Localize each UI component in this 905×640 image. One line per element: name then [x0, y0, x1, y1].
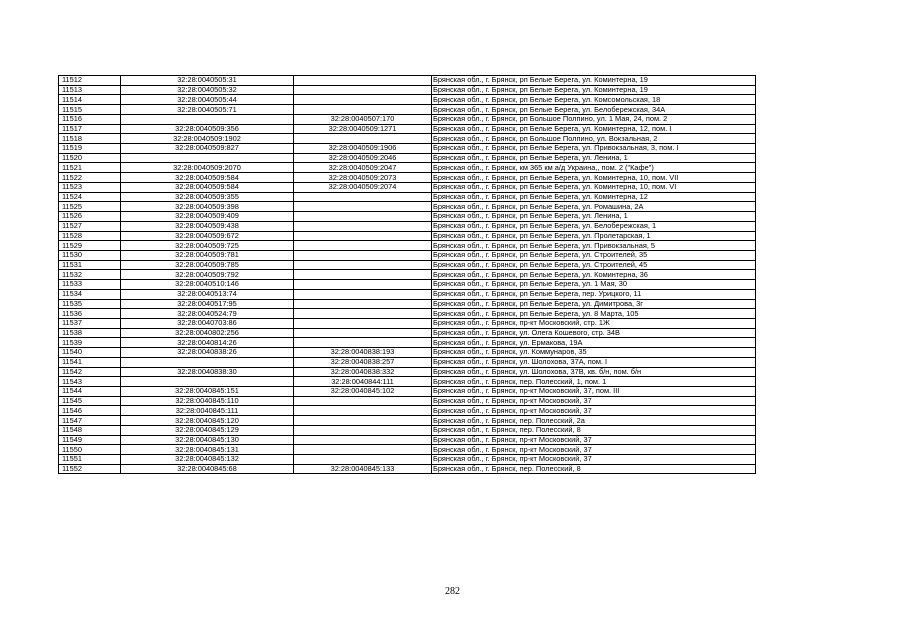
parcel-number-cell: 32:28:0040509:725	[121, 241, 294, 251]
row-number-cell: 11536	[59, 309, 121, 319]
row-number-cell: 11550	[59, 445, 121, 455]
row-number-cell: 11543	[59, 377, 121, 387]
table-row	[59, 299, 756, 309]
address-cell: Брянская обл., г. Брянск, рп Белые Берега, ул. Белобережская, 34А	[432, 105, 756, 115]
row-number-cell: 11521	[59, 163, 121, 173]
row-number-cell: 11541	[59, 357, 121, 367]
table-row	[59, 377, 756, 387]
row-number-cell: 11512	[59, 76, 121, 86]
object-number-cell: 32:28:0040507:170	[294, 114, 432, 124]
object-number-cell	[294, 95, 432, 105]
table-row	[59, 114, 756, 124]
object-number-cell: 32:28:0040509:2073	[294, 173, 432, 183]
address-cell: Брянская обл., г. Брянск, км 365 км а/д Украина,, пом. 2 ("Кафе")	[432, 163, 756, 173]
object-number-cell	[294, 212, 432, 222]
address-cell: Брянская обл., г. Брянск, рп Белые Берега, ул. Коминтерна, 12, пом. I	[432, 124, 756, 134]
row-number-cell: 11530	[59, 250, 121, 260]
object-number-cell: 32:28:0040509:2047	[294, 163, 432, 173]
parcel-number-cell: 32:28:0040509:584	[121, 182, 294, 192]
table-row	[59, 309, 756, 319]
parcel-number-cell: 32:28:0040510:146	[121, 280, 294, 290]
object-number-cell	[294, 455, 432, 465]
table-row	[59, 221, 756, 231]
address-cell: Брянская обл., г. Брянск, рп Белые Берега, ул. Строителей, 45	[432, 260, 756, 270]
row-number-cell: 11523	[59, 182, 121, 192]
row-number-cell: 11537	[59, 318, 121, 328]
property-table-body	[59, 76, 756, 474]
object-number-cell	[294, 134, 432, 144]
address-cell: Брянская обл., г. Брянск, рп Белые Берега, ул. Строителей, 35	[432, 250, 756, 260]
object-number-cell	[294, 425, 432, 435]
address-cell: Брянская обл., г. Брянск, пр-кт Московский, стр. 1Ж	[432, 318, 756, 328]
address-cell: Брянская обл., г. Брянск, рп Белые Берега, ул. Коминтерна, 19	[432, 76, 756, 86]
parcel-number-cell: 32:28:0040505:32	[121, 85, 294, 95]
address-cell: Брянская обл., г. Брянск, рп Большое Полпино, ул. 1 Мая, 24, пом. 2	[432, 114, 756, 124]
parcel-number-cell: 32:28:0040509:1902	[121, 134, 294, 144]
table-row	[59, 367, 756, 377]
object-number-cell	[294, 396, 432, 406]
row-number-cell: 11532	[59, 270, 121, 280]
parcel-number-cell: 32:28:0040845:131	[121, 445, 294, 455]
table-row	[59, 396, 756, 406]
table-row	[59, 260, 756, 270]
address-cell: Брянская обл., г. Брянск, рп Белые Берега, ул. Привокзальная, 5	[432, 241, 756, 251]
parcel-number-cell: 32:28:0040509:398	[121, 202, 294, 212]
object-number-cell	[294, 192, 432, 202]
table-row	[59, 416, 756, 426]
object-number-cell	[294, 328, 432, 338]
row-number-cell: 11545	[59, 396, 121, 406]
parcel-number-cell: 32:28:0040509:781	[121, 250, 294, 260]
table-row	[59, 231, 756, 241]
table-row	[59, 163, 756, 173]
property-table-container	[58, 75, 756, 474]
address-cell: Брянская обл., г. Брянск, рп Белые Берега, ул. Ленина, 1	[432, 212, 756, 222]
row-number-cell: 11531	[59, 260, 121, 270]
table-row	[59, 95, 756, 105]
parcel-number-cell: 32:28:0040524:79	[121, 309, 294, 319]
row-number-cell: 11548	[59, 425, 121, 435]
object-number-cell	[294, 76, 432, 86]
table-row	[59, 387, 756, 397]
row-number-cell: 11526	[59, 212, 121, 222]
parcel-number-cell: 32:28:0040845:130	[121, 435, 294, 445]
parcel-number-cell: 32:28:0040517:95	[121, 299, 294, 309]
row-number-cell: 11552	[59, 464, 121, 474]
page-number: 282	[445, 586, 460, 597]
object-number-cell	[294, 309, 432, 319]
parcel-number-cell	[121, 377, 294, 387]
address-cell: Брянская обл., г. Брянск, рп Белые Берега, ул. Привокзальная, 3, пом. I	[432, 144, 756, 154]
table-row	[59, 192, 756, 202]
parcel-number-cell: 32:28:0040703:86	[121, 318, 294, 328]
row-number-cell: 11529	[59, 241, 121, 251]
object-number-cell	[294, 289, 432, 299]
row-number-cell: 11534	[59, 289, 121, 299]
parcel-number-cell: 32:28:0040509:672	[121, 231, 294, 241]
parcel-number-cell: 32:28:0040509:785	[121, 260, 294, 270]
address-cell: Брянская обл., г. Брянск, пр-кт Московский, 37	[432, 435, 756, 445]
object-number-cell	[294, 260, 432, 270]
object-number-cell: 32:28:0040509:2074	[294, 182, 432, 192]
object-number-cell: 32:28:0040509:2046	[294, 153, 432, 163]
object-number-cell: 32:28:0040844:111	[294, 377, 432, 387]
object-number-cell: 32:28:0040509:1271	[294, 124, 432, 134]
address-cell: Брянская обл., г. Брянск, рп Белые Берега, ул. Белобережская, 1	[432, 221, 756, 231]
address-cell: Брянская обл., г. Брянск, пр-кт Московский, 37, пом. III	[432, 387, 756, 397]
address-cell: Брянская обл., г. Брянск, пер. Полесский, 1, пом. 1	[432, 377, 756, 387]
parcel-number-cell: 32:28:0040845:68	[121, 464, 294, 474]
table-row	[59, 212, 756, 222]
object-number-cell	[294, 221, 432, 231]
table-row	[59, 173, 756, 183]
object-number-cell	[294, 231, 432, 241]
parcel-number-cell: 32:28:0040802:256	[121, 328, 294, 338]
object-number-cell	[294, 318, 432, 328]
parcel-number-cell: 32:28:0040513:74	[121, 289, 294, 299]
object-number-cell	[294, 416, 432, 426]
address-cell: Брянская обл., г. Брянск, пр-кт Московский, 37	[432, 455, 756, 465]
row-number-cell: 11533	[59, 280, 121, 290]
object-number-cell	[294, 270, 432, 280]
object-number-cell: 32:28:0040838:257	[294, 357, 432, 367]
row-number-cell: 11516	[59, 114, 121, 124]
row-number-cell: 11518	[59, 134, 121, 144]
parcel-number-cell: 32:28:0040509:2070	[121, 163, 294, 173]
row-number-cell: 11524	[59, 192, 121, 202]
table-row	[59, 289, 756, 299]
property-table	[58, 75, 756, 474]
parcel-number-cell: 32:28:0040845:111	[121, 406, 294, 416]
table-row	[59, 464, 756, 474]
parcel-number-cell	[121, 114, 294, 124]
object-number-cell	[294, 85, 432, 95]
parcel-number-cell: 32:28:0040509:584	[121, 173, 294, 183]
row-number-cell: 11514	[59, 95, 121, 105]
address-cell: Брянская обл., г. Брянск, пер. Полесский, 2а	[432, 416, 756, 426]
address-cell: Брянская обл., г. Брянск, рп Большое Полпино, ул. Вокзальная, 2	[432, 134, 756, 144]
table-row	[59, 202, 756, 212]
table-row	[59, 455, 756, 465]
row-number-cell: 11515	[59, 105, 121, 115]
parcel-number-cell: 32:28:0040838:30	[121, 367, 294, 377]
address-cell: Брянская обл., г. Брянск, рп Белые Берега, ул. Ромашина, 2А	[432, 202, 756, 212]
object-number-cell	[294, 435, 432, 445]
row-number-cell: 11546	[59, 406, 121, 416]
table-row	[59, 357, 756, 367]
table-row	[59, 241, 756, 251]
address-cell: Брянская обл., г. Брянск, пер. Полесский, 8	[432, 464, 756, 474]
parcel-number-cell: 32:28:0040509:827	[121, 144, 294, 154]
address-cell: Брянская обл., г. Брянск, ул. Коммунаров, 35	[432, 348, 756, 358]
parcel-number-cell: 32:28:0040845:129	[121, 425, 294, 435]
parcel-number-cell: 32:28:0040509:792	[121, 270, 294, 280]
table-row	[59, 445, 756, 455]
parcel-number-cell: 32:28:0040505:44	[121, 95, 294, 105]
address-cell: Брянская обл., г. Брянск, рп Белые Берега, ул. 8 Марта, 105	[432, 309, 756, 319]
row-number-cell: 11535	[59, 299, 121, 309]
address-cell: Брянская обл., г. Брянск, ул. Шолохова, 37В, кв. б/н, пом. б/н	[432, 367, 756, 377]
address-cell: Брянская обл., г. Брянск, пр-кт Московский, 37	[432, 406, 756, 416]
address-cell: Брянская обл., г. Брянск, пр-кт Московский, 37	[432, 445, 756, 455]
parcel-number-cell: 32:28:0040845:120	[121, 416, 294, 426]
parcel-number-cell: 32:28:0040509:438	[121, 221, 294, 231]
row-number-cell: 11522	[59, 173, 121, 183]
table-row	[59, 182, 756, 192]
object-number-cell: 32:28:0040509:1906	[294, 144, 432, 154]
address-cell: Брянская обл., г. Брянск, рп Белые Берега, ул. 1 Мая, 30	[432, 280, 756, 290]
object-number-cell	[294, 241, 432, 251]
object-number-cell	[294, 445, 432, 455]
object-number-cell	[294, 105, 432, 115]
address-cell: Брянская обл., г. Брянск, ул. Олега Кошевого, стр. 34В	[432, 328, 756, 338]
table-row	[59, 270, 756, 280]
address-cell: Брянская обл., г. Брянск, пр-кт Московский, 37	[432, 396, 756, 406]
row-number-cell: 11544	[59, 387, 121, 397]
row-number-cell: 11519	[59, 144, 121, 154]
row-number-cell: 11551	[59, 455, 121, 465]
row-number-cell: 11525	[59, 202, 121, 212]
table-row	[59, 153, 756, 163]
table-row	[59, 425, 756, 435]
row-number-cell: 11542	[59, 367, 121, 377]
address-cell: Брянская обл., г. Брянск, рп Белые Берега, ул. Коминтерна, 10, пом. VI	[432, 182, 756, 192]
address-cell: Брянская обл., г. Брянск, пер. Полесский, 8	[432, 425, 756, 435]
row-number-cell: 11540	[59, 348, 121, 358]
table-row	[59, 280, 756, 290]
table-row	[59, 124, 756, 134]
address-cell: Брянская обл., г. Брянск, ул. Шолохова, 37А, пом. I	[432, 357, 756, 367]
object-number-cell	[294, 338, 432, 348]
parcel-number-cell: 32:28:0040509:409	[121, 212, 294, 222]
object-number-cell	[294, 299, 432, 309]
address-cell: Брянская обл., г. Брянск, рп Белые Берега, ул. Коминтерна, 12	[432, 192, 756, 202]
object-number-cell	[294, 406, 432, 416]
object-number-cell	[294, 202, 432, 212]
object-number-cell	[294, 280, 432, 290]
row-number-cell: 11538	[59, 328, 121, 338]
row-number-cell: 11527	[59, 221, 121, 231]
table-row	[59, 338, 756, 348]
object-number-cell: 32:28:0040838:193	[294, 348, 432, 358]
row-number-cell: 11520	[59, 153, 121, 163]
row-number-cell: 11528	[59, 231, 121, 241]
row-number-cell: 11513	[59, 85, 121, 95]
parcel-number-cell: 32:28:0040505:31	[121, 76, 294, 86]
address-cell: Брянская обл., г. Брянск, рп Белые Берега, ул. Коминтерна, 19	[432, 85, 756, 95]
parcel-number-cell: 32:28:0040838:26	[121, 348, 294, 358]
parcel-number-cell	[121, 357, 294, 367]
parcel-number-cell	[121, 153, 294, 163]
table-row	[59, 76, 756, 86]
address-cell: Брянская обл., г. Брянск, рп Белые Берега, ул. Димитрова, 3г	[432, 299, 756, 309]
table-row	[59, 134, 756, 144]
object-number-cell: 32:28:0040838:332	[294, 367, 432, 377]
address-cell: Брянская обл., г. Брянск, рп Белые Берега, ул. Коминтерна, 36	[432, 270, 756, 280]
parcel-number-cell: 32:28:0040845:132	[121, 455, 294, 465]
row-number-cell: 11539	[59, 338, 121, 348]
table-row	[59, 144, 756, 154]
parcel-number-cell: 32:28:0040505:71	[121, 105, 294, 115]
parcel-number-cell: 32:28:0040509:356	[121, 124, 294, 134]
row-number-cell: 11517	[59, 124, 121, 134]
parcel-number-cell: 32:28:0040509:355	[121, 192, 294, 202]
object-number-cell	[294, 250, 432, 260]
address-cell: Брянская обл., г. Брянск, рп Белые Берега, ул. Пролетарская, 1	[432, 231, 756, 241]
table-row	[59, 250, 756, 260]
address-cell: Брянская обл., г. Брянск, рп Белые Берега, ул. Комсомольская, 18	[432, 95, 756, 105]
parcel-number-cell: 32:28:0040845:151	[121, 387, 294, 397]
address-cell: Брянская обл., г. Брянск, рп Белые Берега, ул. Ленина, 1	[432, 153, 756, 163]
address-cell: Брянская обл., г. Брянск, рп Белые Берега, пер. Урицкого, 11	[432, 289, 756, 299]
address-cell: Брянская обл., г. Брянск, ул. Ермакова, 19А	[432, 338, 756, 348]
table-row	[59, 435, 756, 445]
table-row	[59, 318, 756, 328]
row-number-cell: 11547	[59, 416, 121, 426]
object-number-cell: 32:28:0040845:102	[294, 387, 432, 397]
table-row	[59, 105, 756, 115]
row-number-cell: 11549	[59, 435, 121, 445]
address-cell: Брянская обл., г. Брянск, рп Белые Берега, ул. Коминтерна, 10, пом. VII	[432, 173, 756, 183]
parcel-number-cell: 32:28:0040814:26	[121, 338, 294, 348]
table-row	[59, 85, 756, 95]
table-row	[59, 328, 756, 338]
table-row	[59, 348, 756, 358]
object-number-cell: 32:28:0040845:133	[294, 464, 432, 474]
parcel-number-cell: 32:28:0040845:110	[121, 396, 294, 406]
table-row	[59, 406, 756, 416]
